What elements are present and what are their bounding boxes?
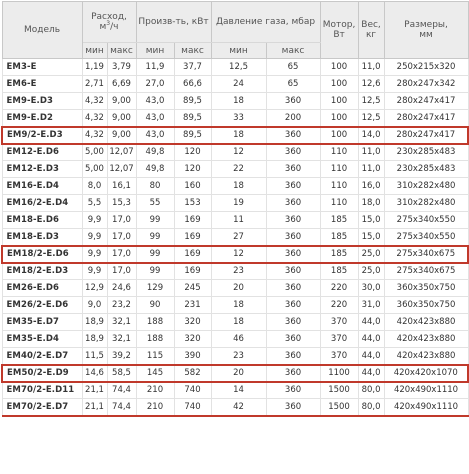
- motor-cell: 220: [320, 280, 358, 297]
- flow-min-cell: 9,9: [82, 263, 107, 280]
- flow-min-cell: 4,32: [82, 110, 107, 127]
- pressure-min-cell: 20: [211, 280, 266, 297]
- pressure-max-cell: 360: [266, 246, 320, 263]
- weight-cell: 80,0: [358, 382, 384, 399]
- weight-header-line2: кг: [365, 30, 377, 40]
- flow-max-cell: 74,4: [107, 399, 136, 416]
- model-cell: EM18/2-E.D6: [2, 246, 82, 263]
- model-cell: EM9-E.D2: [2, 110, 82, 127]
- motor-cell: 185: [320, 212, 358, 229]
- pressure-max-cell: 360: [266, 331, 320, 348]
- power-max-cell: 169: [174, 263, 211, 280]
- flow-max-cell: 12,07: [107, 144, 136, 161]
- model-cell: EM35-E.D4: [2, 331, 82, 348]
- col-header-flow: [82, 2, 136, 43]
- size-cell: 360x350x750: [384, 297, 468, 314]
- power-min-cell: 27,0: [136, 76, 174, 93]
- flow-min-cell: 5,00: [82, 161, 107, 178]
- size-cell: 275x340x675: [384, 263, 468, 280]
- col-header-size: [384, 2, 468, 59]
- flow-max-cell: 16,1: [107, 178, 136, 195]
- power-min-cell: 188: [136, 331, 174, 348]
- flow-max-cell: 3,79: [107, 59, 136, 76]
- pressure-min-cell: 46: [211, 331, 266, 348]
- weight-cell: 15,0: [358, 229, 384, 246]
- power-min-cell: 11,9: [136, 59, 174, 76]
- power-max-cell: 169: [174, 246, 211, 263]
- weight-cell: 44,0: [358, 331, 384, 348]
- size-cell: 420x490x1110: [384, 399, 468, 416]
- size-cell: 280x247x342: [384, 76, 468, 93]
- model-cell: EM50/2-E.D9: [2, 365, 82, 382]
- size-cell: 230x285x483: [384, 161, 468, 178]
- table-row: [2, 76, 468, 93]
- specs-table: [1, 1, 469, 417]
- size-header-line2: мм: [419, 30, 433, 40]
- motor-cell: 100: [320, 127, 358, 144]
- pressure-min-cell: 14: [211, 382, 266, 399]
- table-row: [2, 212, 468, 229]
- size-cell: 280x247x417: [384, 127, 468, 144]
- flow-header-unit-post: /ч: [110, 22, 119, 32]
- table-row: [2, 161, 468, 178]
- power-min-cell: 210: [136, 382, 174, 399]
- pressure-min-cell: 27: [211, 229, 266, 246]
- size-cell: 420x423x880: [384, 331, 468, 348]
- power-min-cell: 43,0: [136, 93, 174, 110]
- table-row: [2, 263, 468, 280]
- table-row: [2, 229, 468, 246]
- pressure-min-cell: 12,5: [211, 59, 266, 76]
- weight-cell: 25,0: [358, 263, 384, 280]
- pressure-min-cell: 18: [211, 93, 266, 110]
- flow-min-cell: 2,71: [82, 76, 107, 93]
- motor-cell: 1100: [320, 365, 358, 382]
- col-header-weight: [358, 2, 384, 59]
- model-cell: EM40/2-E.D7: [2, 348, 82, 365]
- flow-max-cell: 32,1: [107, 314, 136, 331]
- size-cell: 280x247x417: [384, 93, 468, 110]
- flow-min-cell: 5,5: [82, 195, 107, 212]
- power-max-cell: 89,5: [174, 93, 211, 110]
- weight-cell: 44,0: [358, 314, 384, 331]
- pressure-min-cell: 22: [211, 161, 266, 178]
- flow-max-cell: 9,00: [107, 127, 136, 144]
- table-row: [2, 331, 468, 348]
- table-row: [2, 195, 468, 212]
- power-max-cell: 89,5: [174, 110, 211, 127]
- pressure-min-cell: 18: [211, 297, 266, 314]
- motor-cell: 110: [320, 144, 358, 161]
- pressure-max-cell: 360: [266, 93, 320, 110]
- model-cell: EM9-E.D3: [2, 93, 82, 110]
- power-min-cell: 80: [136, 178, 174, 195]
- pressure-max-cell: 360: [266, 178, 320, 195]
- flow-max-cell: 32,1: [107, 331, 136, 348]
- pressure-max-cell: 65: [266, 59, 320, 76]
- pressure-min-cell: 12: [211, 144, 266, 161]
- table-row: [2, 399, 468, 416]
- pressure-max-cell: 360: [266, 127, 320, 144]
- weight-header-line1: Вес,: [361, 20, 381, 30]
- flow-max-cell: 23,2: [107, 297, 136, 314]
- power-max-cell: 582: [174, 365, 211, 382]
- weight-cell: 11,0: [358, 59, 384, 76]
- table-row: [2, 59, 468, 76]
- flow-max-cell: 58,5: [107, 365, 136, 382]
- power-max-cell: 740: [174, 382, 211, 399]
- table-row: [2, 280, 468, 297]
- power-min-cell: 49,8: [136, 144, 174, 161]
- motor-header-line1: Мотор,: [322, 20, 356, 30]
- pressure-max-cell: 360: [266, 195, 320, 212]
- power-min-cell: 99: [136, 229, 174, 246]
- flow-header-unit: м: [99, 22, 107, 32]
- pressure-max-cell: 360: [266, 280, 320, 297]
- motor-cell: 370: [320, 348, 358, 365]
- weight-cell: 44,0: [358, 365, 384, 382]
- power-min-cell: 43,0: [136, 110, 174, 127]
- pressure-max-cell: 200: [266, 110, 320, 127]
- motor-cell: 185: [320, 229, 358, 246]
- specs-table-body: [2, 59, 468, 416]
- pressure-max-cell: 360: [266, 314, 320, 331]
- power-min-cell: 99: [136, 263, 174, 280]
- motor-cell: 370: [320, 314, 358, 331]
- power-min-cell: 43,0: [136, 127, 174, 144]
- pressure-max-cell: 360: [266, 161, 320, 178]
- weight-cell: 11,0: [358, 144, 384, 161]
- col-header-motor: [320, 2, 358, 59]
- table-row: [2, 246, 468, 263]
- weight-cell: 12,5: [358, 110, 384, 127]
- pressure-max-cell: 65: [266, 76, 320, 93]
- motor-cell: 1500: [320, 382, 358, 399]
- motor-cell: 110: [320, 195, 358, 212]
- table-row: [2, 348, 468, 365]
- model-cell: EM70/2-E.D7: [2, 399, 82, 416]
- flow-max-header: макс: [107, 43, 136, 59]
- flow-min-cell: 21,1: [82, 382, 107, 399]
- flow-min-cell: 18,9: [82, 331, 107, 348]
- size-cell: 420x423x880: [384, 314, 468, 331]
- size-cell: 360x350x750: [384, 280, 468, 297]
- pressure-min-cell: 18: [211, 127, 266, 144]
- pressure-max-cell: 360: [266, 144, 320, 161]
- weight-cell: 31,0: [358, 297, 384, 314]
- table-row: [2, 382, 468, 399]
- pressure-max-cell: 360: [266, 297, 320, 314]
- power-max-cell: 37,7: [174, 59, 211, 76]
- power-max-cell: 169: [174, 229, 211, 246]
- weight-cell: 30,0: [358, 280, 384, 297]
- weight-cell: 12,5: [358, 93, 384, 110]
- flow-max-cell: 17,0: [107, 263, 136, 280]
- power-max-cell: 231: [174, 297, 211, 314]
- flow-max-cell: 6,69: [107, 76, 136, 93]
- weight-cell: 12,6: [358, 76, 384, 93]
- size-cell: 310x282x480: [384, 195, 468, 212]
- flow-max-cell: 9,00: [107, 93, 136, 110]
- table-row: [2, 297, 468, 314]
- pressure-max-cell: 360: [266, 229, 320, 246]
- pressure-max-cell: 360: [266, 365, 320, 382]
- weight-cell: 11,0: [358, 161, 384, 178]
- motor-header-line2: Вт: [333, 30, 345, 40]
- power-max-cell: 740: [174, 399, 211, 416]
- pressure-max-cell: 360: [266, 348, 320, 365]
- power-min-cell: 49,8: [136, 161, 174, 178]
- model-cell: EM16-E.D4: [2, 178, 82, 195]
- pressure-max-cell: 360: [266, 263, 320, 280]
- table-row: [2, 93, 468, 110]
- motor-cell: 370: [320, 331, 358, 348]
- flow-max-cell: 39,2: [107, 348, 136, 365]
- power-max-cell: 120: [174, 144, 211, 161]
- power-min-cell: 99: [136, 246, 174, 263]
- pressure-max-cell: 360: [266, 399, 320, 416]
- weight-cell: 18,0: [358, 195, 384, 212]
- power-max-cell: 320: [174, 314, 211, 331]
- model-cell: EM35-E.D7: [2, 314, 82, 331]
- table-row: [2, 127, 468, 144]
- pressure-max-header: макс: [266, 43, 320, 59]
- table-row: [2, 144, 468, 161]
- power-max-header: макс: [174, 43, 211, 59]
- power-min-header: мин: [136, 43, 174, 59]
- table-row: [2, 178, 468, 195]
- motor-cell: 220: [320, 297, 358, 314]
- table-row: [2, 314, 468, 331]
- flow-min-cell: 5,00: [82, 144, 107, 161]
- col-header-pressure: [211, 2, 320, 43]
- power-max-cell: 89,5: [174, 127, 211, 144]
- col-header-power: [136, 2, 211, 43]
- model-cell: EM26-E.D6: [2, 280, 82, 297]
- flow-min-cell: 11,5: [82, 348, 107, 365]
- pressure-max-cell: 360: [266, 382, 320, 399]
- model-cell: EM18/2-E.D3: [2, 263, 82, 280]
- pressure-min-cell: 23: [211, 348, 266, 365]
- flow-min-header: мин: [82, 43, 107, 59]
- motor-cell: 110: [320, 178, 358, 195]
- motor-cell: 100: [320, 110, 358, 127]
- model-cell: EM18-E.D6: [2, 212, 82, 229]
- weight-cell: 15,0: [358, 212, 384, 229]
- flow-min-cell: 1,19: [82, 59, 107, 76]
- table-row: [2, 110, 468, 127]
- pressure-min-cell: 23: [211, 263, 266, 280]
- model-cell: EM3-E: [2, 59, 82, 76]
- power-min-cell: 188: [136, 314, 174, 331]
- power-min-cell: 145: [136, 365, 174, 382]
- size-cell: 275x340x675: [384, 246, 468, 263]
- motor-cell: 185: [320, 246, 358, 263]
- size-header-line1: Размеры,: [404, 20, 448, 30]
- size-cell: 250x215x320: [384, 59, 468, 76]
- flow-min-cell: 9,9: [82, 229, 107, 246]
- pressure-max-cell: 360: [266, 212, 320, 229]
- power-min-cell: 129: [136, 280, 174, 297]
- size-cell: 420x423x880: [384, 348, 468, 365]
- size-cell: 275x340x550: [384, 212, 468, 229]
- power-max-cell: 320: [174, 331, 211, 348]
- motor-cell: 185: [320, 263, 358, 280]
- power-max-cell: 169: [174, 212, 211, 229]
- power-max-cell: 66,6: [174, 76, 211, 93]
- col-header-model: [2, 2, 82, 59]
- flow-max-cell: 17,0: [107, 229, 136, 246]
- header-row-1: [2, 2, 468, 43]
- power-min-cell: 210: [136, 399, 174, 416]
- motor-cell: 110: [320, 161, 358, 178]
- flow-max-cell: 9,00: [107, 110, 136, 127]
- weight-cell: 14,0: [358, 127, 384, 144]
- model-cell: EM9/2-E.D3: [2, 127, 82, 144]
- size-cell: 280x247x417: [384, 110, 468, 127]
- motor-cell: 100: [320, 59, 358, 76]
- pressure-min-cell: 24: [211, 76, 266, 93]
- flow-max-cell: 12,07: [107, 161, 136, 178]
- flow-min-cell: 21,1: [82, 399, 107, 416]
- flow-max-cell: 17,0: [107, 212, 136, 229]
- flow-min-cell: 9,9: [82, 246, 107, 263]
- pressure-min-header: мин: [211, 43, 266, 59]
- power-min-cell: 55: [136, 195, 174, 212]
- power-max-cell: 120: [174, 161, 211, 178]
- flow-max-cell: 15,3: [107, 195, 136, 212]
- flow-min-cell: 8,0: [82, 178, 107, 195]
- motor-cell: 1500: [320, 399, 358, 416]
- power-min-cell: 115: [136, 348, 174, 365]
- flow-header-sup: 3: [106, 20, 111, 27]
- size-cell: 420x420x1070: [384, 365, 468, 382]
- model-cell: EM6-E: [2, 76, 82, 93]
- flow-min-cell: 14,6: [82, 365, 107, 382]
- flow-min-cell: 9,0: [82, 297, 107, 314]
- model-cell: EM16/2-E.D4: [2, 195, 82, 212]
- flow-max-cell: 17,0: [107, 246, 136, 263]
- pressure-min-cell: 19: [211, 195, 266, 212]
- weight-cell: 80,0: [358, 399, 384, 416]
- power-max-cell: 153: [174, 195, 211, 212]
- power-header-label: Произв-ть, кВт: [138, 17, 209, 27]
- size-cell: 230x285x483: [384, 144, 468, 161]
- pressure-min-cell: 33: [211, 110, 266, 127]
- pressure-min-cell: 12: [211, 246, 266, 263]
- model-header-label: Модель: [23, 25, 61, 35]
- weight-cell: 44,0: [358, 348, 384, 365]
- size-cell: 420x490x1110: [384, 382, 468, 399]
- flow-max-cell: 24,6: [107, 280, 136, 297]
- power-max-cell: 245: [174, 280, 211, 297]
- power-min-cell: 90: [136, 297, 174, 314]
- flow-min-cell: 12,9: [82, 280, 107, 297]
- flow-min-cell: 9,9: [82, 212, 107, 229]
- pressure-min-cell: 18: [211, 178, 266, 195]
- flow-max-cell: 74,4: [107, 382, 136, 399]
- pressure-min-cell: 18: [211, 314, 266, 331]
- pressure-min-cell: 20: [211, 365, 266, 382]
- power-max-cell: 160: [174, 178, 211, 195]
- model-cell: EM12-E.D6: [2, 144, 82, 161]
- motor-cell: 100: [320, 93, 358, 110]
- pressure-min-cell: 11: [211, 212, 266, 229]
- weight-cell: 25,0: [358, 246, 384, 263]
- table-row: [2, 365, 468, 382]
- flow-min-cell: 4,32: [82, 127, 107, 144]
- flow-header-line1: Расход,: [91, 12, 127, 22]
- pressure-header-label: Давление газа, мбар: [215, 17, 316, 27]
- size-cell: 275x340x550: [384, 229, 468, 246]
- model-cell: EM70/2-E.D11: [2, 382, 82, 399]
- model-cell: EM12-E.D3: [2, 161, 82, 178]
- power-max-cell: 390: [174, 348, 211, 365]
- flow-min-cell: 18,9: [82, 314, 107, 331]
- power-min-cell: 99: [136, 212, 174, 229]
- weight-cell: 16,0: [358, 178, 384, 195]
- model-cell: EM26/2-E.D6: [2, 297, 82, 314]
- model-cell: EM18-E.D3: [2, 229, 82, 246]
- size-cell: 310x282x480: [384, 178, 468, 195]
- motor-cell: 100: [320, 76, 358, 93]
- flow-min-cell: 4,32: [82, 93, 107, 110]
- pressure-min-cell: 42: [211, 399, 266, 416]
